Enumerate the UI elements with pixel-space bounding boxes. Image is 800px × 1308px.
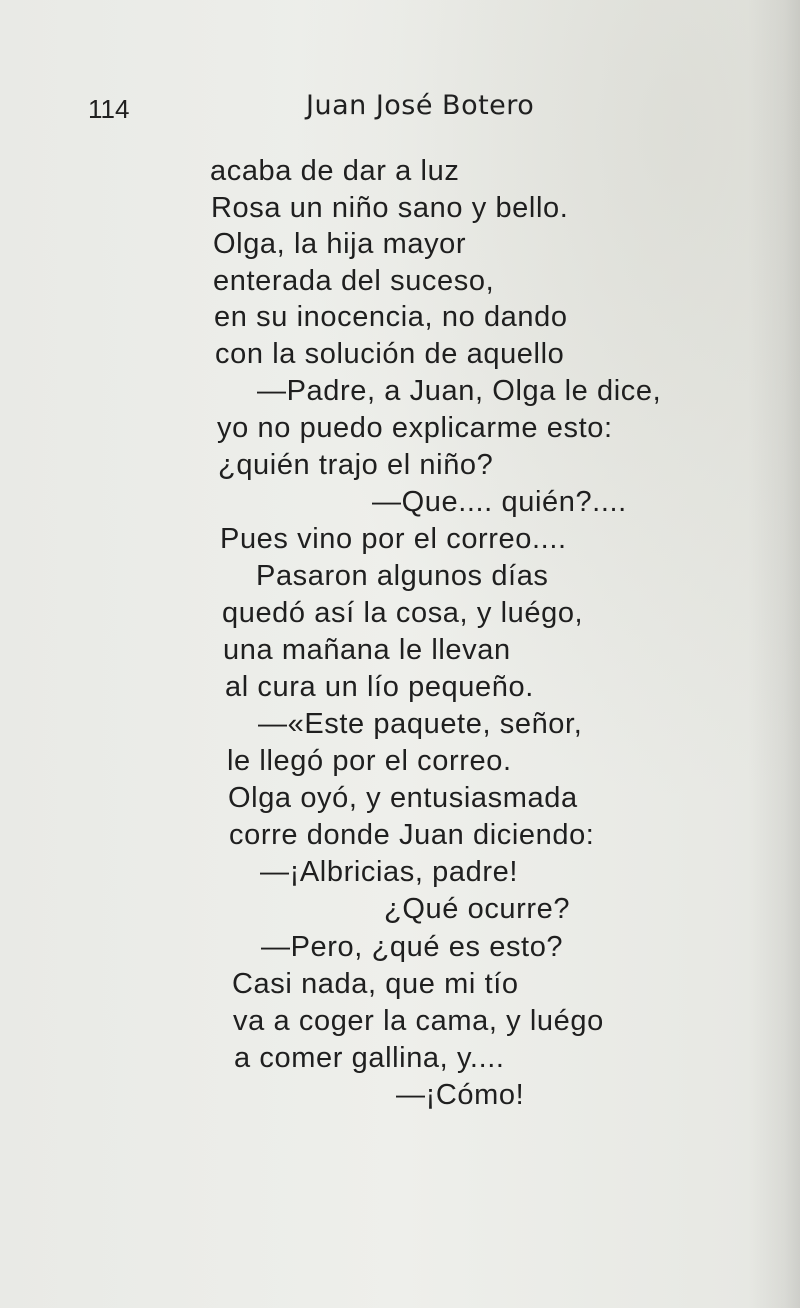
poem-line: a comer gallina, y.... — [234, 1042, 505, 1074]
poem-line: —Que.... quién?.... — [372, 486, 627, 518]
poem-line: ¿Qué ocurre? — [384, 893, 571, 925]
poem-line: acaba de dar a luz — [210, 155, 460, 187]
poem-line: corre donde Juan diciendo: — [229, 819, 595, 851]
poem-line: al cura un lío pequeño. — [225, 671, 534, 703]
poem-line: —¡Albricias, padre! — [260, 856, 518, 888]
poem-line: va a coger la cama, y luégo — [233, 1005, 604, 1037]
poem-line: Olga oyó, y entusiasmada — [228, 782, 578, 814]
poem-line: enterada del suceso, — [213, 265, 495, 297]
poem-line: Olga, la hija mayor — [213, 228, 467, 260]
poem-line: —«Este paquete, señor, — [258, 708, 583, 740]
poem-line: quedó así la cosa, y luégo, — [222, 597, 584, 629]
poem-line: Rosa un niño sano y bello. — [211, 192, 569, 224]
page-number: 114 — [88, 94, 130, 124]
poem-line: yo no puedo explicarme esto: — [217, 412, 613, 444]
poem-line: ¿quién trajo el niño? — [218, 449, 494, 481]
poem-line: una mañana le llevan — [223, 634, 511, 666]
poem-line: —Padre, a Juan, Olga le dice, — [257, 375, 662, 407]
poem-line: —¡Cómo! — [396, 1079, 525, 1111]
running-head: Juan José Botero — [306, 90, 535, 121]
poem-line: Casi nada, que mi tío — [232, 968, 519, 1000]
poem-line: —Pero, ¿qué es esto? — [261, 931, 564, 963]
poem-line: con la solución de aquello — [215, 338, 565, 370]
poem-line: le llegó por el correo. — [227, 745, 512, 777]
poem-line: Pues vino por el correo.... — [220, 523, 567, 555]
poem-line: en su inocencia, no dando — [214, 301, 568, 333]
poem-line: Pasaron algunos días — [256, 560, 549, 592]
